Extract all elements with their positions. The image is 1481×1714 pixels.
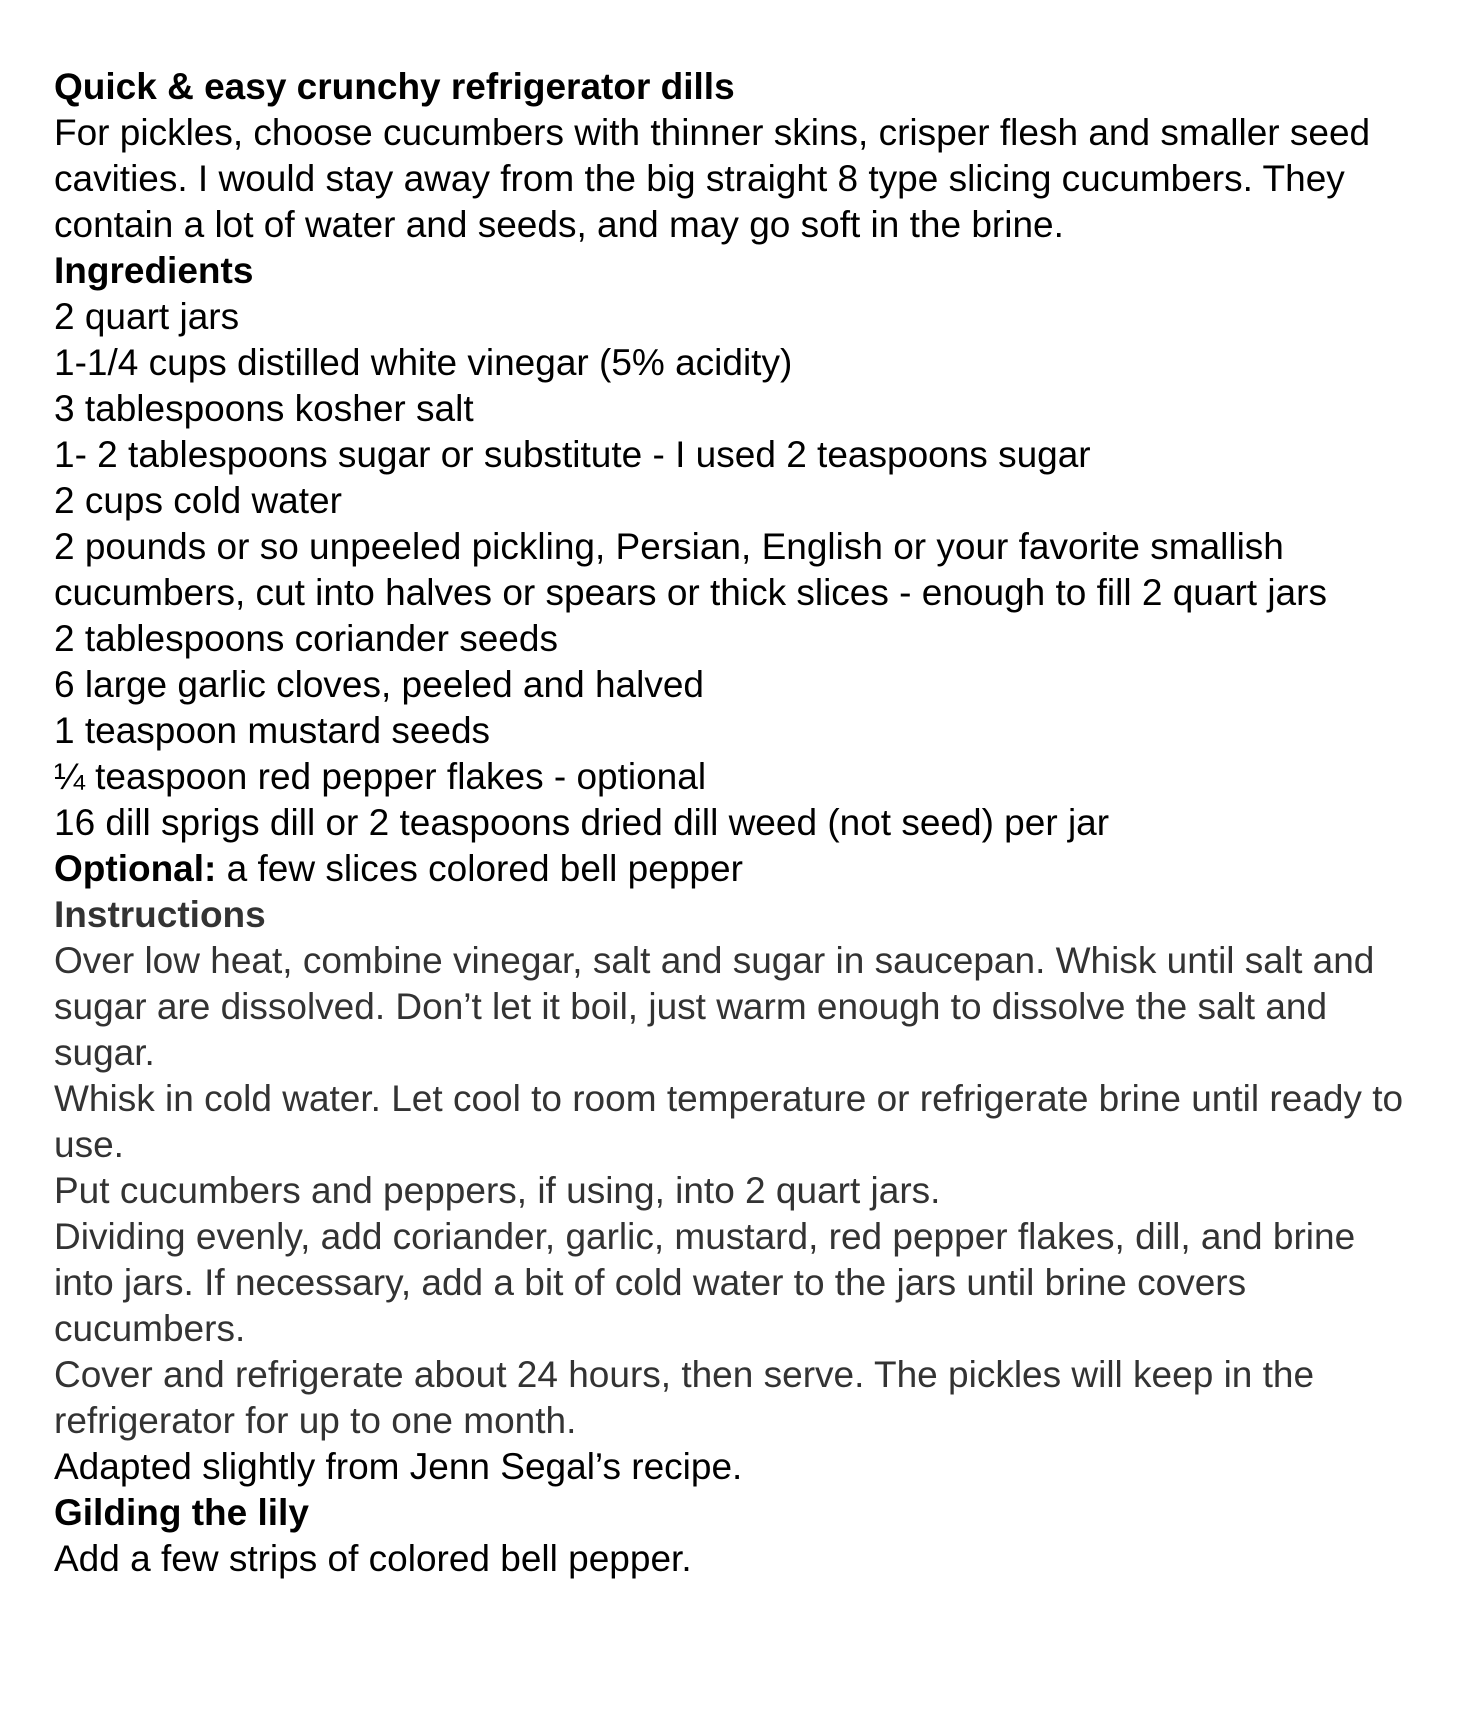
optional-label: Optional: — [54, 848, 217, 889]
optional-text: a few slices colored bell pepper — [216, 848, 743, 889]
instruction-step: Dividing evenly, add coriander, garlic, mustard, red pepper flakes, dill, and brine into jars. If necessary, add a bit of cold water to the jars until brine covers cucumbers. — [54, 1216, 1356, 1349]
instruction-step: Put cucumbers and peppers, if using, into 2 quart jars. — [54, 1170, 941, 1211]
instruction-step: Whisk in cold water. Let cool to room temperature or refrigerate brine until ready to use. — [54, 1078, 1404, 1165]
recipe-document — [54, 64, 1424, 1582]
ingredient-item: 1- 2 tablespoons sugar or substitute - I used 2 teaspoons sugar — [54, 434, 1091, 475]
attribution: Adapted slightly from Jenn Segal’s recipe. — [54, 1446, 743, 1487]
recipe-title: Quick & easy crunchy refrigerator dills — [54, 66, 735, 107]
ingredient-item: 2 tablespoons coriander seeds — [54, 618, 558, 659]
ingredient-item: 2 pounds or so unpeeled pickling, Persian, English or your favorite smallish cucumbers, cut into halves or spears or thick slices - enough to fill 2 quart jars — [54, 526, 1327, 613]
intro-paragraph: For pickles, choose cucumbers with thinner skins, crisper flesh and smaller seed cavities. I would stay away from the big straight 8 type slicing cucumbers. They contain a lot of water and seeds, and may go soft in the brine. — [54, 112, 1371, 245]
instructions-heading: Instructions — [54, 894, 266, 935]
ingredients-list — [54, 294, 1424, 892]
ingredient-item: 2 cups cold water — [54, 480, 342, 521]
ingredient-item: 1-1/4 cups distilled white vinegar (5% acidity) — [54, 342, 793, 383]
ingredient-item: 2 quart jars — [54, 296, 240, 337]
ingredient-item: 3 tablespoons kosher salt — [54, 388, 474, 429]
ingredient-item: 16 dill sprigs dill or 2 teaspoons dried dill weed (not seed) per jar — [54, 802, 1110, 843]
instructions-list — [54, 938, 1424, 1444]
ingredient-item: ¼ teaspoon red pepper flakes - optional — [54, 756, 707, 797]
ingredients-heading: Ingredients — [54, 250, 254, 291]
gilding-heading: Gilding the lily — [54, 1492, 309, 1533]
instruction-step: Over low heat, combine vinegar, salt and sugar in saucepan. Whisk until salt and sugar are dissolved. Don’t let it boil, just warm enough to dissolve the salt and sugar. — [54, 940, 1375, 1073]
ingredient-item: 6 large garlic cloves, peeled and halved — [54, 664, 704, 705]
instruction-step: Cover and refrigerate about 24 hours, then serve. The pickles will keep in the refrigerator for up to one month. — [54, 1354, 1315, 1441]
gilding-text: Add a few strips of colored bell pepper. — [54, 1538, 692, 1579]
optional-line — [54, 846, 1424, 892]
ingredient-item: 1 teaspoon mustard seeds — [54, 710, 491, 751]
